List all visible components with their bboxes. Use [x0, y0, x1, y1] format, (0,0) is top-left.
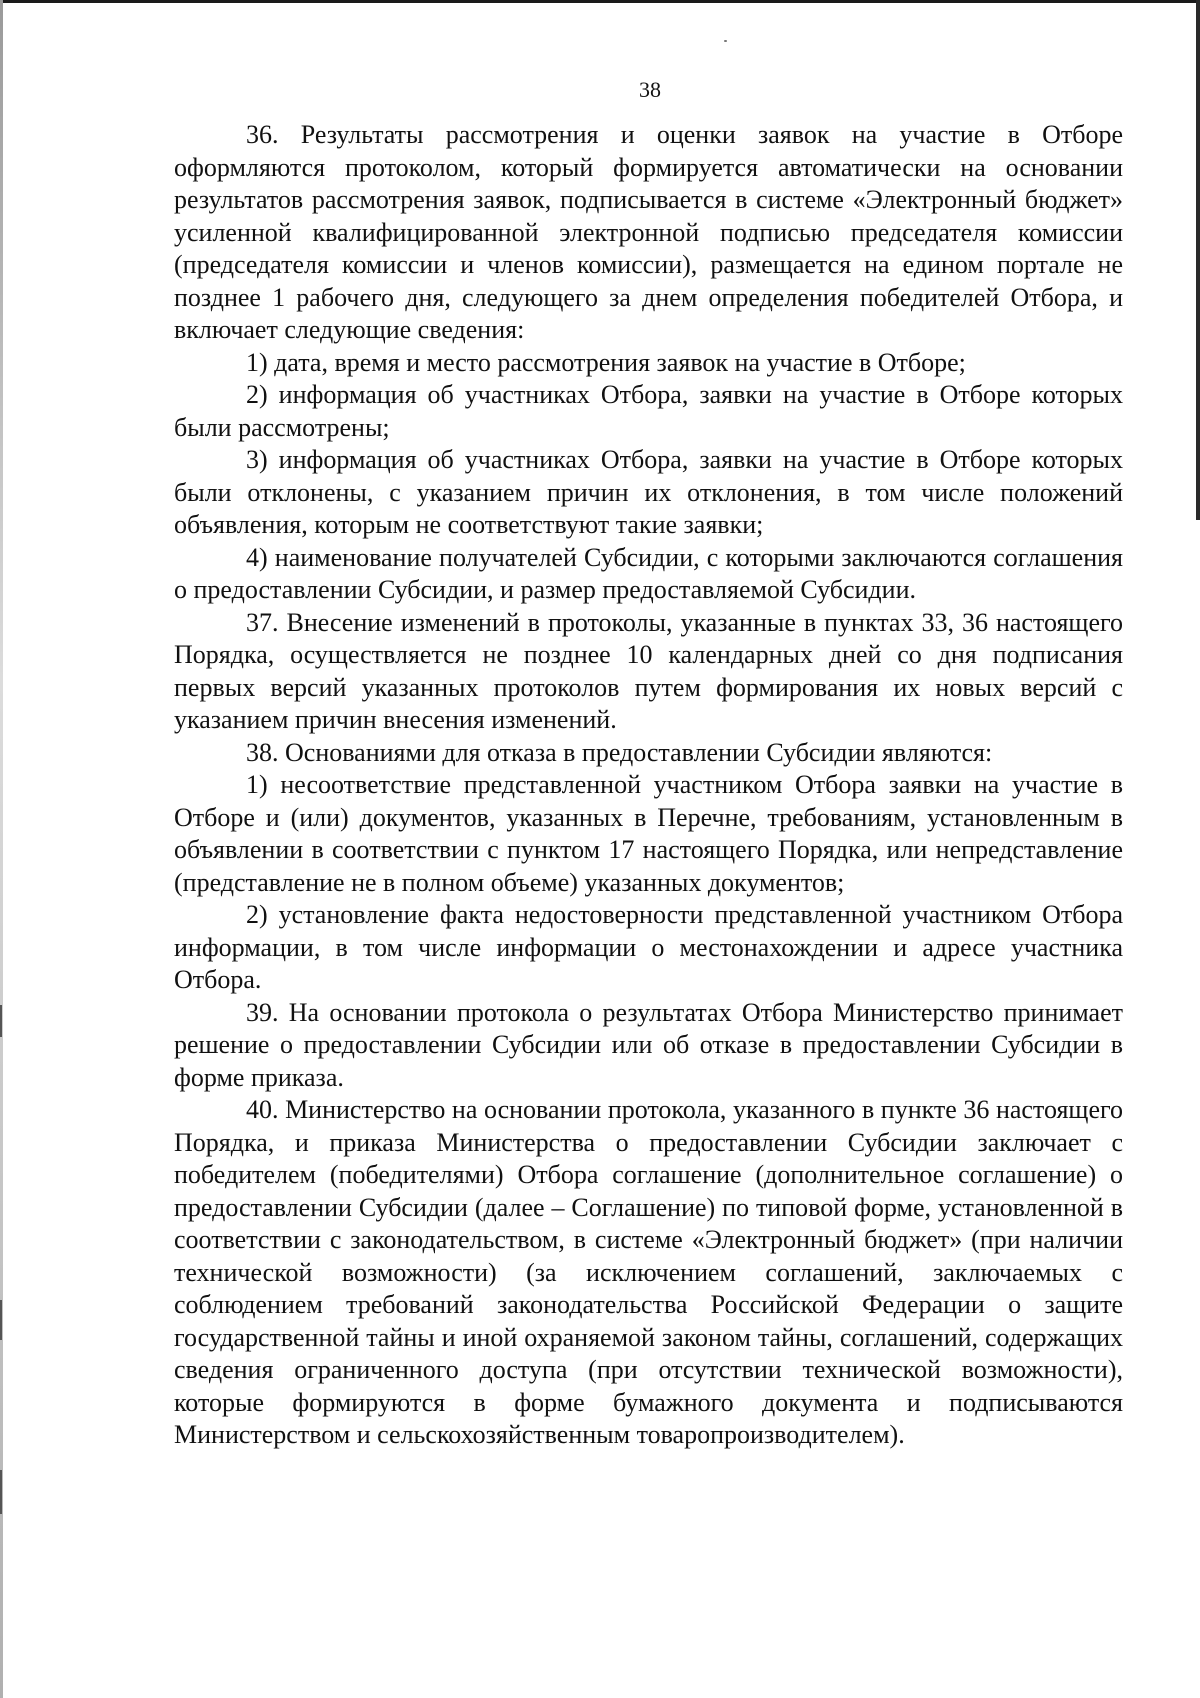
paragraph-38-item-1: 1) несоответствие представленной участником Отбора заявки на участие в Отборе и (или) документов, указанных в Перечне, требованиям, установленным в объявлении в соответствии с пунктом 17 настоящего Порядка, или непредставление (представление не в полном объеме) указанных документов;	[174, 770, 1123, 897]
document-body	[174, 119, 1123, 1452]
paragraph-36-item-1: 1) дата, время и место рассмотрения заявок на участие в Отборе;	[246, 347, 966, 377]
margin-mark	[0, 1005, 2, 1037]
paragraph-38-item-2: 2) установление факта недостоверности представленной участником Отбора информации, в том числе информации о местонахождении и адресе участника Отбора.	[174, 900, 1123, 994]
scan-edge-left	[0, 0, 3, 1698]
margin-mark	[0, 1470, 2, 1514]
paragraph-36-item-2: 2) информация об участниках Отбора, заявки на участие в Отборе которых были рассмотрены;	[174, 380, 1123, 442]
scan-edge-top	[0, 0, 1200, 3]
paragraph-36-item-4: 4) наименование получателей Субсидии, с которыми заключаются соглашения о предоставлении Субсидии, и размер предоставляемой Субсидии.	[174, 542, 1123, 604]
paragraph-37: 37. Внесение изменений в протоколы, указанные в пунктах 33, 36 настоящего Порядка, осуществляется не позднее 10 календарных дней со дня подписания первых версий указанных протоколов путем формирования их новых версий с указанием причин внесения изменений.	[174, 607, 1123, 734]
paragraph-36-item-3: 3) информация об участниках Отбора, заявки на участие в Отборе которых были отклонены, с указанием причин их отклонения, в том числе положений объявления, которым не соответствуют такие заявки;	[174, 445, 1123, 539]
paragraph-39: 39. На основании протокола о результатах Отбора Министерство принимает решение о предоставлении Субсидии или об отказе в предоставлении Субсидии в форме приказа.	[174, 997, 1123, 1092]
page-number: 38	[639, 77, 661, 102]
paragraph-36: 36. Результаты рассмотрения и оценки заявок на участие в Отборе оформляются протоколом, который формируется автоматически на основании результатов рассмотрения заявок, подписывается в системе «Электронный бюджет» усиленной квалифицированной электронной подписью председателя комиссии (председателя комиссии и членов комиссии), размещается на едином портале не позднее 1 рабочего дня, следующего за днем определения победителей Отбора, и включает следующие сведения:	[174, 120, 1123, 344]
paragraph-38: 38. Основаниями для отказа в предоставлении Субсидии являются:	[246, 737, 993, 767]
paragraph-40: 40. Министерство на основании протокола, указанного в пункте 36 настоящего Порядка, и приказа Министерства о предоставлении Субсидии заключает с победителем (победителями) Отбора соглашение (дополнительное соглашение) о предоставлении Субсидии (далее – Соглашение) по типовой форме, установленной в соответствии с законодательством, в системе «Электронный бюджет» (при наличии технической возможности) (за исключением соглашений, заключаемых с соблюдением требований законодательства Российской Федерации о защите государственной тайны и иной охраняемой законом тайны, соглашений, содержащих сведения ограниченного доступа (при отсутствии технической возможности), которые формируются в форме бумажного документа и подписываются Министерством и сельскохозяйственным товаропроизводителем).	[174, 1095, 1123, 1449]
scan-speck	[724, 40, 727, 42]
margin-mark	[0, 1300, 2, 1340]
